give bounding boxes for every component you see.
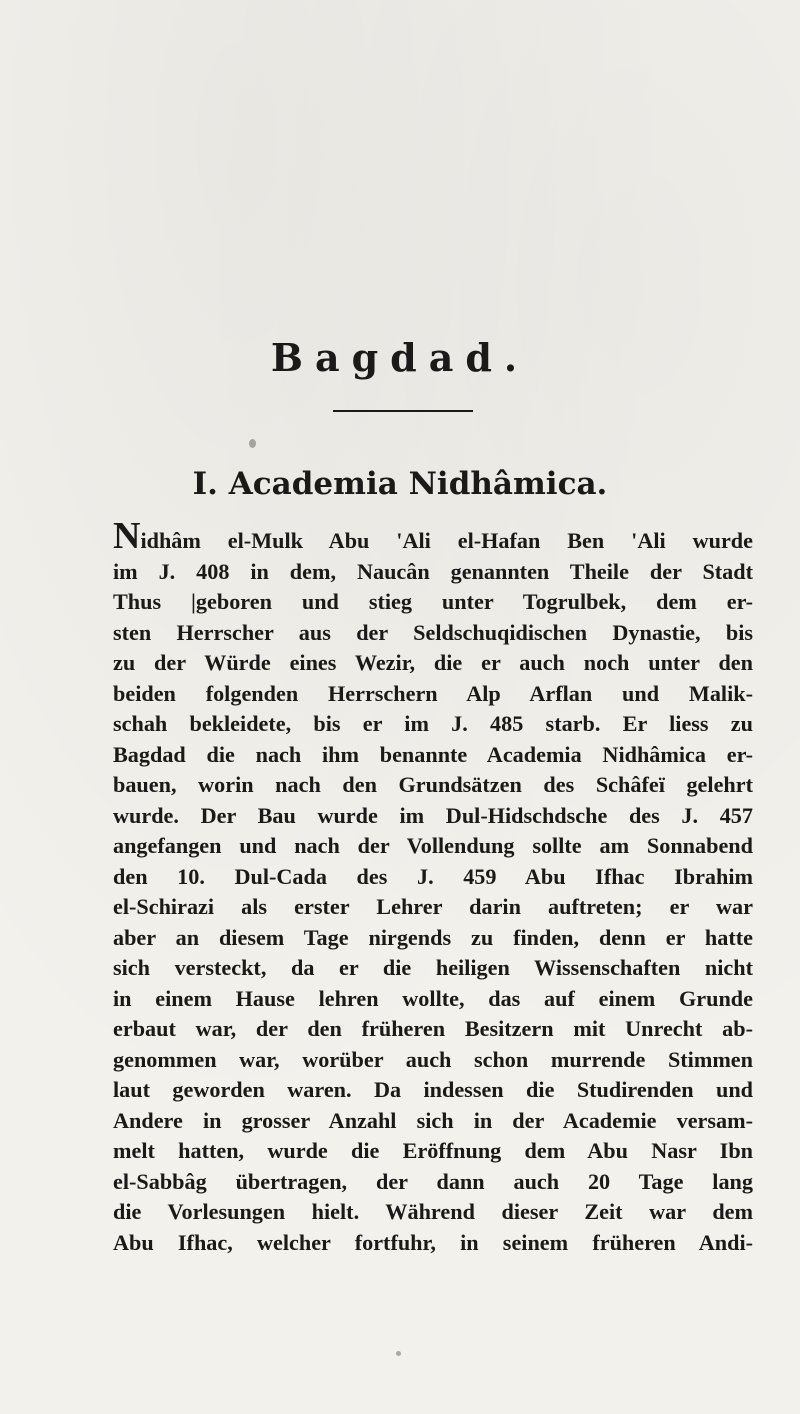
text-line: laut geworden waren. Da indessen die Studirenden und: [113, 1077, 753, 1102]
text-line: aber an diesem Tage nirgends zu finden, denn er hatte: [113, 924, 753, 950]
text-line: angefangen und nach der Vollendung sollte am Sonnabend: [113, 833, 753, 858]
ink-speck: [249, 439, 256, 448]
text-line: beiden folgenden Herrschern Alp Arflan und Malik-: [113, 680, 753, 706]
text-line: die Vorlesungen hielt. Während dieser Zeit war dem: [113, 1199, 753, 1224]
text-line: Bagdad die nach ihm benannte Academia Nidhâmica er-: [113, 741, 753, 767]
text-line: Andere in grosser Anzahl sich in der Academie versam-: [113, 1107, 753, 1133]
text-line: melt hatten, wurde die Eröffnung dem Abu Nasr Ibn: [113, 1138, 753, 1163]
text-line: sich versteckt, da er die heiligen Wissenschaften nicht: [113, 955, 753, 980]
body-paragraph: [113, 521, 753, 1258]
heading-divider: [333, 410, 473, 412]
text-line: in einem Hause lehren wollte, das auf einem Grunde: [113, 985, 753, 1011]
text-line: schah bekleidete, bis er im J. 485 starb. Er liess zu: [113, 711, 753, 736]
text-line: genommen war, worüber auch schon murrende Stimmen: [113, 1046, 753, 1072]
text-line: den 10. Dul-Cada des J. 459 Abu Ifhac Ibrahim: [113, 863, 753, 889]
section-title: I. Academia Nidhâmica.: [192, 466, 608, 502]
drop-cap: N: [113, 521, 141, 557]
text-line: wurde. Der Bau wurde im Dul-Hidschdsche des J. 457: [113, 802, 753, 828]
text-line: bauen, worin nach den Grundsätzen des Schâfeï gelehrt: [113, 772, 753, 797]
text-line: Nidhâm el-Mulk Abu 'Ali el-Hafan Ben 'Ali wurde: [113, 521, 753, 557]
text-line: Abu Ifhac, welcher fortfuhr, in seinem früheren Andi-: [113, 1229, 753, 1255]
text-line: el-Schirazi als erster Lehrer darin auftreten; er war: [113, 894, 753, 919]
text-line: erbaut war, der den früheren Besitzern mit Unrecht ab-: [113, 1016, 753, 1041]
text-line: el-Sabbâg übertragen, der dann auch 20 Tage lang: [113, 1168, 753, 1194]
text-line: im J. 408 in dem, Naucân genannten Theile der Stadt: [113, 558, 753, 584]
text-line: Thus |geboren und stieg unter Togrulbek, dem er-: [113, 589, 753, 614]
text-line: zu der Würde eines Wezir, die er auch noch unter den: [113, 650, 753, 675]
page-heading: Bagdad.: [270, 335, 530, 380]
ink-speck: [396, 1351, 401, 1356]
text-line: sten Herrscher aus der Seldschuqidischen Dynastie, bis: [113, 619, 753, 645]
